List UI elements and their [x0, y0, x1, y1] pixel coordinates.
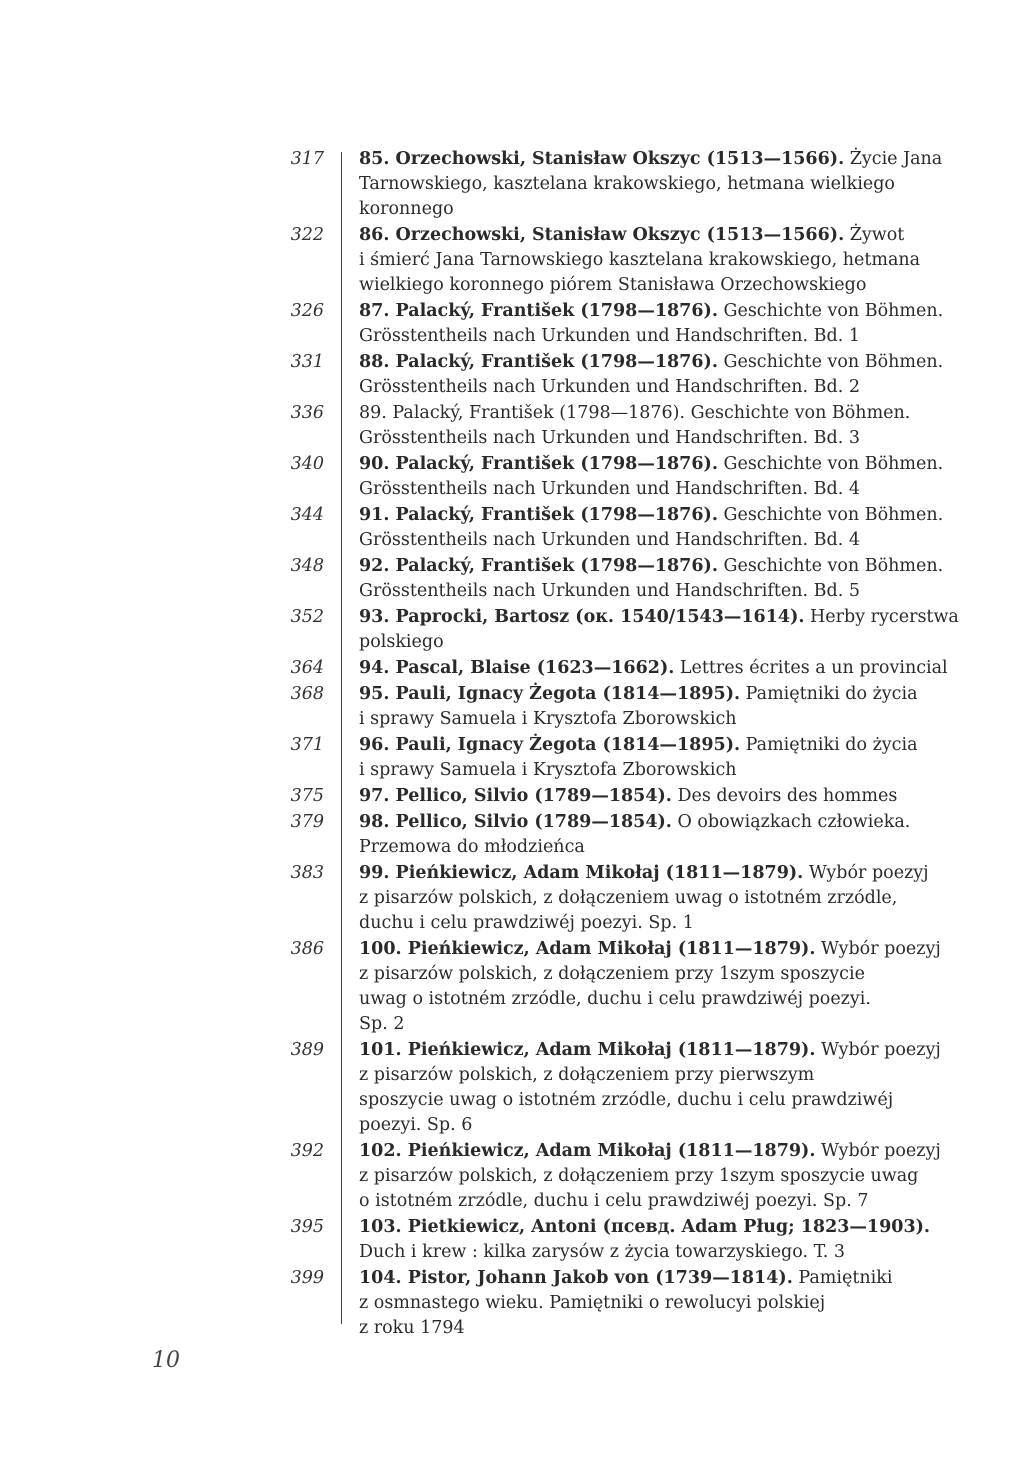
entry-text	[359, 1038, 941, 1138]
entry-text	[359, 937, 941, 1037]
entry-line	[359, 172, 929, 197]
entry-text	[359, 299, 944, 349]
entry-page-number: 317	[290, 149, 324, 169]
entry-heading: 85. Orzechowski, Stanisław Okszyc (1513—1566).	[359, 149, 845, 169]
toc-entry	[0, 452, 1022, 502]
entry-title: z pisarzów polskich, z dołączeniem przy pierwszym	[359, 1065, 815, 1085]
entry-page-number: 375	[290, 786, 324, 806]
toc-entry	[0, 350, 1022, 400]
entry-line	[359, 273, 929, 298]
entry-page-number: 389	[290, 1040, 324, 1060]
entry-title: sposzycie uwag o istotném zrzódle, duchu i celu prawdziwéj	[359, 1090, 894, 1110]
entry-text	[359, 1266, 929, 1341]
toc-entry	[0, 147, 1022, 222]
entry-title: Grösstentheils nach Urkunden und Handschriften. Bd. 3	[359, 428, 860, 448]
entry-title: Pamiętniki	[792, 1268, 893, 1288]
entry-line	[359, 861, 929, 886]
entry-text	[359, 605, 959, 655]
toc-entry	[0, 605, 1022, 655]
entry-title: Geschichte von Böhmen.	[717, 556, 944, 576]
entry-line	[359, 886, 929, 911]
entry-page-number: 392	[290, 1141, 324, 1161]
entry-text	[359, 554, 944, 604]
entry-line	[359, 426, 929, 451]
entry-page-number: 383	[290, 863, 324, 883]
entry-heading: 98. Pellico, Silvio (1789—1854).	[359, 812, 672, 832]
toc-entry	[0, 401, 1022, 451]
entry-heading: 104. Pistor, Johann Jakob von (1739—1814).	[359, 1268, 793, 1288]
entry-title: Duch i krew : kilka zarysów z życia towarzyskiego. T. 3	[359, 1242, 845, 1262]
entry-heading: 97. Pellico, Silvio (1789—1854).	[359, 786, 672, 806]
entry-line	[359, 147, 943, 172]
entry-line	[359, 1266, 929, 1291]
toc-entry	[0, 1139, 1022, 1214]
entry-title: Pamiętniki do życia	[740, 684, 918, 704]
entry-title: Lettres écrites a un provincial	[674, 658, 948, 678]
entry-title: O obowiązkach człowieka.	[671, 812, 911, 832]
entry-title: koronnego	[359, 199, 454, 219]
entry-line	[359, 350, 944, 375]
entry-line	[359, 1038, 941, 1063]
entry-heading: 90. Palacký, František (1798—1876).	[359, 454, 718, 474]
entry-title: Wybór poezyj	[815, 939, 941, 959]
entry-line	[359, 962, 929, 987]
entry-heading: 100. Pieńkiewicz, Adam Mikołaj (1811—1879).	[359, 939, 816, 959]
entry-title: poezyi. Sp. 6	[359, 1115, 473, 1135]
entry-line	[359, 784, 929, 809]
toc-entry	[0, 656, 1022, 681]
entry-heading: 91. Palacký, František (1798—1876).	[359, 505, 718, 525]
entry-title: Sp. 2	[359, 1014, 405, 1034]
entry-text	[359, 147, 943, 222]
entry-heading: 92. Palacký, František (1798—1876).	[359, 556, 718, 576]
entry-page-number: 395	[290, 1217, 324, 1237]
page-number: 10	[152, 1348, 180, 1373]
entry-line	[359, 1189, 929, 1214]
column-divider	[341, 152, 342, 1324]
entry-heading: 96. Pauli, Ignacy Żegota (1814—1895).	[359, 735, 741, 755]
entry-title: Życie Jana	[844, 149, 943, 169]
entry-title: polskiego	[359, 632, 444, 652]
entry-page-number: 364	[290, 658, 324, 678]
entry-line	[359, 324, 929, 349]
entry-page-number: 331	[290, 352, 324, 372]
entry-line	[359, 1291, 929, 1316]
toc-entry	[0, 503, 1022, 553]
entry-line	[359, 1164, 929, 1189]
entry-heading: 99. Pieńkiewicz, Adam Mikołaj (1811—1879).	[359, 863, 804, 883]
entry-title: Przemowa do młodzieńca	[359, 837, 585, 857]
entry-line	[359, 299, 944, 324]
entry-heading: 93. Paprocki, Bartosz (ок. 1540/1543—1614).	[359, 607, 805, 627]
entry-page-number: 368	[290, 684, 324, 704]
entry-line	[359, 375, 929, 400]
entry-line	[359, 1063, 929, 1088]
entry-text	[359, 656, 948, 681]
entry-line	[359, 197, 929, 222]
entry-title: Grösstentheils nach Urkunden und Handschriften. Bd. 5	[359, 581, 860, 601]
entry-title: Geschichte von Böhmen.	[717, 454, 944, 474]
entry-title: z pisarzów polskich, z dołączeniem przy 1szym sposzycie uwag	[359, 1166, 919, 1186]
entry-line	[359, 503, 944, 528]
entry-title: Geschichte von Böhmen.	[717, 352, 944, 372]
toc-entry	[0, 784, 1022, 809]
entry-title: Des devoirs des hommes	[671, 786, 898, 806]
entry-line	[359, 656, 948, 681]
entry-text	[359, 452, 944, 502]
entry-title: Wybór poezyj	[815, 1040, 941, 1060]
entry-heading: 94. Pascal, Blaise (1623—1662).	[359, 658, 675, 678]
entry-title: Pamiętniki do życia	[740, 735, 918, 755]
entry-line	[359, 579, 929, 604]
entry-title: z osmnastego wieku. Pamiętniki o rewolucyi polskiej	[359, 1293, 826, 1313]
entry-line	[359, 528, 929, 553]
entry-line	[359, 1215, 929, 1240]
entry-line	[359, 937, 941, 962]
toc-entry	[0, 937, 1022, 1037]
toc-entry	[0, 554, 1022, 604]
entry-line	[359, 758, 929, 783]
toc-entry	[0, 223, 1022, 298]
entry-text	[359, 733, 929, 783]
entry-line	[359, 248, 929, 273]
toc-entry	[0, 1266, 1022, 1341]
entry-line	[359, 605, 959, 630]
entry-title: duchu i celu prawdziwéj poezyi. Sp. 1	[359, 913, 694, 933]
entry-line	[359, 1088, 929, 1113]
entry-page-number: 371	[290, 735, 324, 755]
table-of-contents	[0, 147, 1022, 1342]
toc-entry	[0, 810, 1022, 860]
entry-line	[359, 554, 944, 579]
entry-line	[359, 401, 929, 426]
toc-entry	[0, 1215, 1022, 1265]
entry-heading: 95. Pauli, Ignacy Żegota (1814—1895).	[359, 684, 741, 704]
entry-page-number: 379	[290, 812, 324, 832]
entry-title: Grösstentheils nach Urkunden und Handschriften. Bd. 2	[359, 377, 860, 397]
entry-heading: 87. Palacký, František (1798—1876).	[359, 301, 718, 321]
entry-text	[359, 861, 929, 936]
entry-text	[359, 503, 944, 553]
entry-line	[359, 707, 929, 732]
entry-text	[359, 784, 929, 809]
entry-line	[359, 810, 929, 835]
entry-title: Żywot	[844, 225, 905, 245]
entry-title: Wybór poezyj	[803, 863, 929, 883]
entry-text	[359, 810, 929, 860]
entry-text	[359, 1139, 941, 1214]
entry-line	[359, 1012, 929, 1037]
entry-title: Grösstentheils nach Urkunden und Handschriften. Bd. 1	[359, 326, 860, 346]
entry-heading: 86. Orzechowski, Stanisław Okszyc (1513—1566).	[359, 225, 845, 245]
entry-title: i sprawy Samuela i Krysztofa Zborowskich	[359, 760, 737, 780]
entry-page-number: 386	[290, 939, 324, 959]
entry-page-number: 326	[290, 301, 324, 321]
entry-page-number: 322	[290, 225, 324, 245]
entry-line	[359, 682, 929, 707]
entry-line	[359, 452, 944, 477]
entry-title: wielkiego koronnego piórem Stanisława Orzechowskiego	[359, 275, 867, 295]
entry-page-number: 344	[290, 505, 324, 525]
entry-page-number: 340	[290, 454, 324, 474]
toc-entry	[0, 861, 1022, 936]
entry-title: i śmierć Jana Tarnowskiego kasztelana krakowskiego, hetmana	[359, 250, 921, 270]
entry-line	[359, 477, 929, 502]
entry-heading: 102. Pieńkiewicz, Adam Mikołaj (1811—1879).	[359, 1141, 816, 1161]
entry-line	[359, 733, 929, 758]
entry-line	[359, 630, 929, 655]
entry-heading: 88. Palacký, František (1798—1876).	[359, 352, 718, 372]
entry-text	[359, 350, 944, 400]
entry-line	[359, 1139, 941, 1164]
entry-title: i sprawy Samuela i Krysztofa Zborowskich	[359, 709, 737, 729]
entry-text	[359, 1215, 929, 1265]
entry-heading: 103. Pietkiewicz, Antoni (псевд. Adam Pług; 1823—1903).	[359, 1217, 930, 1237]
entry-title: Herby rycerstwa	[804, 607, 959, 627]
entry-line	[359, 1316, 929, 1341]
entry-text	[359, 682, 929, 732]
entry-title: uwag o istotném zrzódle, duchu i celu prawdziwéj poezyi.	[359, 989, 871, 1009]
entry-title: 89. Palacký, František (1798—1876). Geschichte von Böhmen.	[359, 403, 911, 423]
toc-entry	[0, 299, 1022, 349]
entry-title: z roku 1794	[359, 1318, 465, 1338]
entry-line	[359, 911, 929, 936]
entry-title: Tarnowskiego, kasztelana krakowskiego, hetmana wielkiego	[359, 174, 895, 194]
toc-entry	[0, 733, 1022, 783]
entry-title: z pisarzów polskich, z dołączeniem przy 1szym sposzycie	[359, 964, 865, 984]
entry-title: o istotném zrzódle, duchu i celu prawdziwéj poezyi. Sp. 7	[359, 1191, 869, 1211]
entry-title: Geschichte von Böhmen.	[717, 505, 944, 525]
entry-page-number: 399	[290, 1268, 324, 1288]
entry-title: z pisarzów polskich, z dołączeniem uwag o istotném zrzódle,	[359, 888, 898, 908]
entry-heading: 101. Pieńkiewicz, Adam Mikołaj (1811—1879).	[359, 1040, 816, 1060]
entry-title: Wybór poezyj	[815, 1141, 941, 1161]
entry-line	[359, 223, 929, 248]
entry-line	[359, 987, 929, 1012]
entry-title: Grösstentheils nach Urkunden und Handschriften. Bd. 4	[359, 530, 860, 550]
entry-line	[359, 1113, 929, 1138]
entry-title: Geschichte von Böhmen.	[717, 301, 944, 321]
entry-title: Grösstentheils nach Urkunden und Handschriften. Bd. 4	[359, 479, 860, 499]
entry-text	[359, 223, 929, 298]
entry-line	[359, 835, 929, 860]
entry-page-number: 336	[290, 403, 324, 423]
entry-line	[359, 1240, 929, 1265]
entry-page-number: 352	[290, 607, 324, 627]
entry-page-number: 348	[290, 556, 324, 576]
entry-text	[359, 401, 929, 451]
toc-entry	[0, 682, 1022, 732]
toc-entry	[0, 1038, 1022, 1138]
